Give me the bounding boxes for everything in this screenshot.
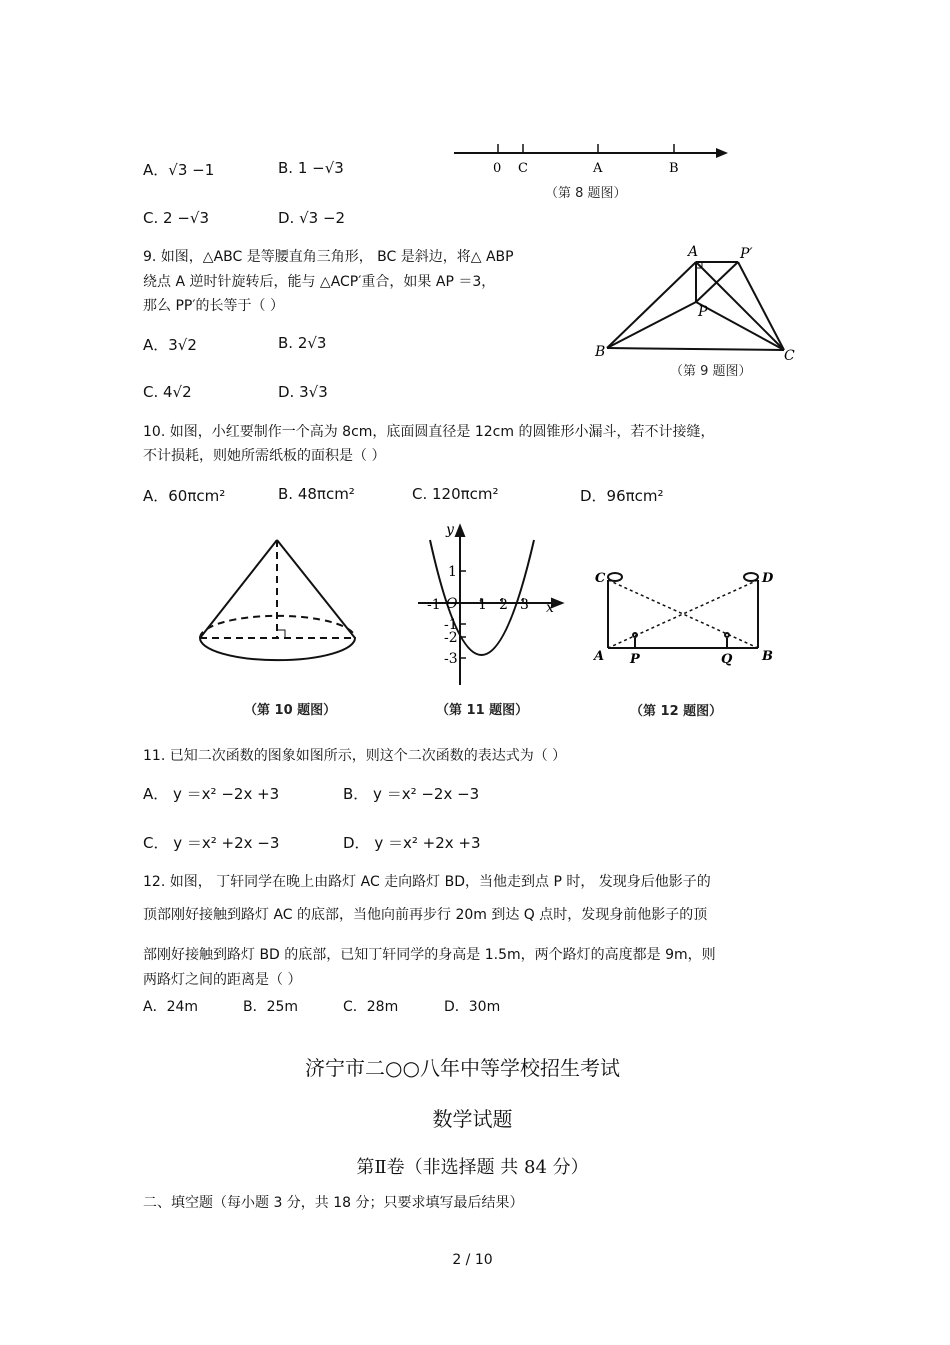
q8-option-b: B. 1 −√3 [278, 159, 344, 177]
parabola-figure [410, 520, 570, 690]
q12-line-3: 部刚好接触到路灯 BD 的底部，已知丁轩同学的身高是 1.5m，两个路灯的高度都是 9m，则 [143, 947, 716, 963]
axis-label: x [546, 600, 554, 616]
part-title: 第Ⅱ卷（非选择题 共 84 分） [356, 1157, 589, 1178]
q12-option-d: D．30m [444, 999, 501, 1015]
q9-option-c: C. 4√2 [143, 383, 192, 401]
vertex-label: P′ [740, 246, 753, 262]
q10-line-2: 不计损耗，则她所需纸板的面积是（ ） [143, 448, 386, 464]
vertex-label: P [698, 304, 708, 320]
fig12-caption: （第 12 题图） [630, 704, 723, 719]
q9-caption: （第 9 题图） [670, 364, 752, 379]
q12-line-1: 12. 如图， 丁轩同学在晚上由路灯 AC 走向路灯 BD，当他走到点 P 时， 发现身后他影子的 [143, 874, 711, 890]
q10-option-c: C. 120πcm² [412, 485, 499, 503]
q8-caption: （第 8 题图） [545, 186, 627, 201]
q11-option-d: D． y ＝x² +2x +3 [343, 834, 481, 852]
vertex-label: B [595, 344, 606, 360]
cone-figure [195, 530, 365, 690]
q8-option-a: A．√3 −1 [143, 161, 215, 179]
point-label: B [762, 649, 773, 664]
tick-label: -3 [444, 651, 458, 667]
tick-label: -1 [444, 617, 458, 633]
q10-option-d: D．96πcm² [580, 487, 664, 505]
q11-option-c: C． y ＝x² +2x −3 [143, 834, 280, 852]
point-label: D [762, 571, 774, 586]
tick-label: 2 [499, 597, 508, 613]
tick-label: 0 [493, 161, 502, 176]
q9-option-d: D. 3√3 [278, 383, 328, 401]
point-label: A [594, 649, 605, 664]
vertex-label: A [688, 244, 699, 260]
axis-label: y [446, 522, 454, 538]
q12-option-a: A．24m [143, 999, 199, 1015]
q9-line-2: 绕点 A 逆时针旋转后，能与 △ACP′重合，如果 AP ＝3， [143, 274, 496, 290]
tick-label: B [669, 161, 679, 176]
q12-option-b: B．25m [243, 999, 299, 1015]
point-label: C [595, 571, 606, 586]
point-label: P [630, 652, 640, 667]
tick-label: A [593, 161, 603, 176]
q9-line-1: 9. 如图，△ABC 是等腰直角三角形， BC 是斜边，将△ ABP [143, 249, 514, 265]
origin-label: O [446, 596, 458, 612]
q12-line-4: 两路灯之间的距离是（ ） [143, 972, 302, 988]
q8-option-d: D. √3 −2 [278, 209, 346, 227]
tick-label: 1 [448, 564, 457, 580]
q10-option-b: B. 48πcm² [278, 485, 355, 503]
street-lamp-figure [590, 560, 780, 675]
q11-option-b: B． y ＝x² −2x −3 [343, 785, 480, 803]
q12-line-2: 顶部刚好接触到路灯 AC 的底部，当他向前再步行 20m 到达 Q 点时，发现身前他影子的顶 [143, 907, 708, 923]
vertex-label: C [784, 348, 795, 364]
q8-option-c: C. 2 −√3 [143, 209, 209, 227]
page-number: 2 / 10 [452, 1252, 493, 1268]
exam-title: 济宁市二○○八年中等学校招生考试 [305, 1056, 620, 1080]
q10-option-a: A．60πcm² [143, 487, 226, 505]
tick-label: C [518, 161, 528, 176]
q9-option-a: A．3√2 [143, 336, 197, 354]
tick-label: -1 [427, 597, 441, 613]
number-line-figure [450, 140, 740, 180]
q9-line-3: 那么 PP′的长等于（ ） [143, 298, 284, 314]
point-label: Q [721, 652, 733, 667]
fig11-caption: （第 11 题图） [436, 703, 529, 718]
q11-line-1: 11. 已知二次函数的图象如图所示，则这个二次函数的表达式为（ ） [143, 748, 567, 764]
subject-title: 数学试题 [432, 1107, 513, 1131]
q11-option-a: A． y ＝x² −2x +3 [143, 785, 280, 803]
q12-option-c: C．28m [343, 999, 399, 1015]
section-heading: 二、填空题（每小题 3 分，共 18 分；只要求填写最后结果） [143, 1195, 524, 1211]
q9-option-b: B. 2√3 [278, 334, 327, 352]
q10-line-1: 10. 如图，小红要制作一个高为 8cm，底面圆直径是 12cm 的圆锥形小漏斗，若不计接缝， [143, 424, 715, 440]
tick-label: -2 [444, 630, 458, 646]
tick-label: 3 [520, 597, 529, 613]
fig10-caption: （第 10 题图） [244, 703, 337, 718]
tick-label: 1 [478, 597, 487, 613]
triangle-figure [592, 240, 802, 365]
